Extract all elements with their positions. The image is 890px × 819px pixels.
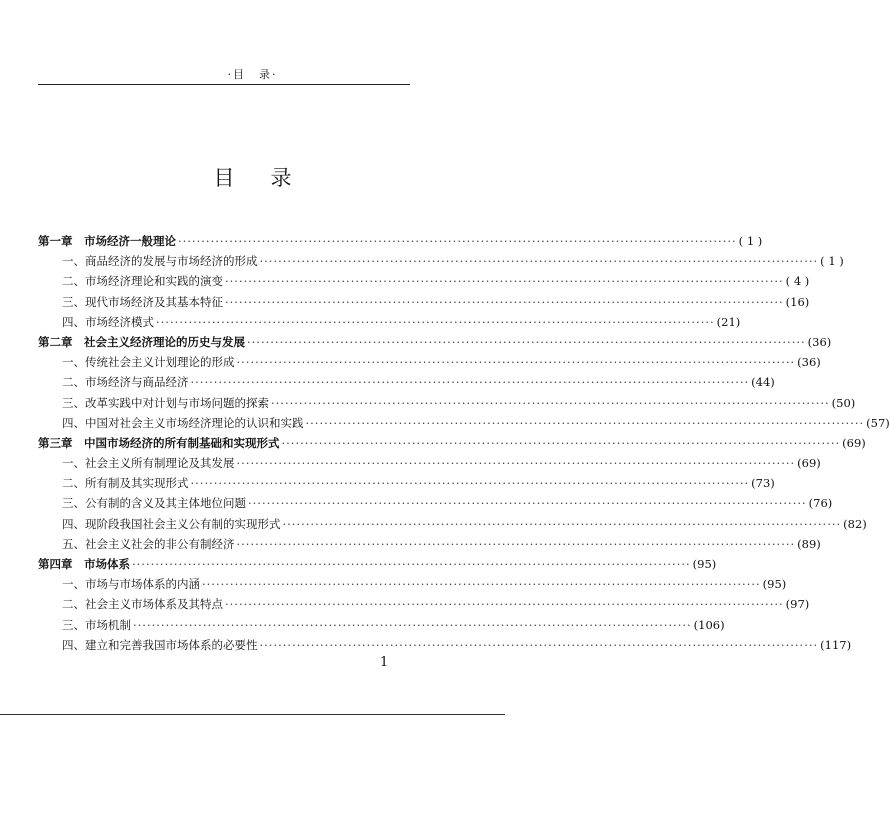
toc-entry-label: 三、改革实践中对计划与市场问题的探索: [62, 395, 269, 410]
toc-entry-page: (69): [797, 456, 821, 471]
toc-dot-leader: ························································································································: [259, 254, 819, 269]
toc-dot-leader: ························································································································: [225, 274, 784, 289]
toc-dot-leader: ························································································································: [259, 637, 819, 652]
toc-entry-label: 二、所有制及其实现形式: [62, 476, 189, 491]
toc-entry-page: (117): [820, 637, 852, 652]
toc-entry-page: (89): [797, 536, 821, 551]
toc-section-entry: [38, 374, 775, 394]
toc-entry-page: (44): [751, 375, 775, 390]
toc-section-entry: [38, 415, 890, 435]
toc-section-entry: [38, 354, 821, 374]
toc-entry-label: 二、市场经济理论和实践的演变: [62, 274, 223, 289]
toc-dot-leader: ························································································································: [225, 294, 784, 309]
toc-chapter-entry: [38, 435, 866, 455]
toc-dot-leader: ························································································································: [132, 557, 691, 571]
toc-entry-label: 第三章 中国市场经济的所有制基础和实现形式: [38, 435, 280, 450]
toc-entry-page: (21): [716, 314, 741, 329]
toc-dot-leader: ························································································································: [247, 334, 806, 349]
toc-entry-page: (95): [762, 577, 787, 592]
toc-dot-leader: ························································································································: [225, 597, 784, 612]
toc-entry-page: (36): [807, 334, 832, 349]
toc-section-entry: [38, 495, 833, 515]
toc-section-entry: [38, 617, 725, 637]
toc-section-entry: [38, 475, 775, 495]
footer-rule: [0, 714, 505, 715]
toc-section-entry: [38, 455, 821, 475]
toc-entry-label: 二、社会主义市场体系及其特点: [62, 597, 223, 612]
toc-chapter-entry: [38, 233, 763, 253]
toc-entry-page: (106): [693, 617, 725, 632]
page-title: 目录: [213, 166, 328, 190]
toc-entry-label: 四、市场经济模式: [62, 314, 154, 329]
toc-entry-label: 一、社会主义所有制理论及其发展: [62, 456, 235, 471]
toc-dot-leader: ························································································································: [236, 355, 796, 370]
toc-entry-label: 二、市场经济与商品经济: [62, 375, 189, 390]
toc-dot-leader: ························································································································: [190, 476, 750, 491]
toc-entry-label: 四、建立和完善我国市场体系的必要性: [62, 637, 258, 652]
toc-entry-label: 第一章 市场经济一般理论: [38, 234, 176, 248]
toc-entry-label: 第四章 市场体系: [38, 557, 130, 571]
page-number: 1: [380, 655, 389, 670]
toc-dot-leader: ························································································································: [271, 395, 830, 410]
toc-entry-page: (76): [808, 496, 833, 511]
toc-dot-leader: ························································································································: [305, 415, 865, 430]
toc-entry-page: (97): [785, 597, 810, 612]
toc-section-entry: [38, 516, 867, 536]
toc-entry-label: 三、公有制的含义及其主体地位问题: [62, 496, 246, 511]
toc-dot-leader: ························································································································: [178, 234, 737, 248]
toc-dot-leader: ························································································································: [133, 617, 692, 632]
toc-section-entry: [38, 576, 787, 596]
header-rule: [38, 84, 410, 85]
toc-entry-page: (73): [751, 476, 775, 491]
toc-entry-page: (16): [785, 294, 810, 309]
toc-dot-leader: ························································································································: [236, 456, 796, 471]
toc-dot-leader: ························································································································: [281, 435, 841, 450]
toc-section-entry: [38, 596, 810, 616]
toc-dot-leader: ························································································································: [156, 314, 715, 329]
toc-section-entry: [38, 273, 810, 293]
toc-entry-page: (36): [797, 355, 821, 370]
toc-chapter-entry: [38, 556, 717, 576]
toc-section-entry: [38, 253, 844, 273]
toc-entry-label: 四、中国对社会主义市场经济理论的认识和实践: [62, 415, 304, 430]
toc-entry-label: 五、社会主义社会的非公有制经济: [62, 536, 235, 551]
toc-entry-label: 四、现阶段我国社会主义公有制的实现形式: [62, 516, 281, 531]
toc-entry-label: 第二章 社会主义经济理论的历史与发展: [38, 334, 245, 349]
toc-section-entry: [38, 536, 821, 556]
toc-section-entry: [38, 294, 810, 314]
toc-entry-page: ( 1 ): [738, 234, 763, 248]
table-of-contents: [38, 233, 890, 657]
toc-dot-leader: ························································································································: [236, 536, 796, 551]
toc-section-entry: [38, 314, 741, 334]
toc-chapter-entry: [38, 334, 832, 354]
toc-section-entry: [38, 637, 852, 657]
toc-dot-leader: ························································································································: [282, 516, 842, 531]
toc-dot-leader: ························································································································: [190, 375, 750, 390]
toc-entry-label: 一、市场与市场体系的内涵: [62, 577, 200, 592]
toc-entry-page: (57): [866, 415, 890, 430]
toc-section-entry: [38, 395, 856, 415]
toc-entry-page: (82): [843, 516, 867, 531]
toc-entry-label: 三、现代市场经济及其基本特征: [62, 294, 223, 309]
toc-entry-page: (69): [842, 435, 866, 450]
toc-entry-page: ( 1 ): [820, 254, 844, 269]
toc-entry-page: (50): [831, 395, 856, 410]
toc-entry-label: 一、传统社会主义计划理论的形成: [62, 355, 235, 370]
toc-entry-page: (95): [692, 557, 717, 571]
toc-entry-label: 三、市场机制: [62, 617, 131, 632]
toc-entry-label: 一、商品经济的发展与市场经济的形成: [62, 254, 258, 269]
running-head: ·目 录·: [227, 68, 278, 81]
toc-entry-page: ( 4 ): [785, 274, 810, 289]
toc-dot-leader: ························································································································: [248, 496, 807, 511]
toc-dot-leader: ························································································································: [202, 577, 761, 592]
